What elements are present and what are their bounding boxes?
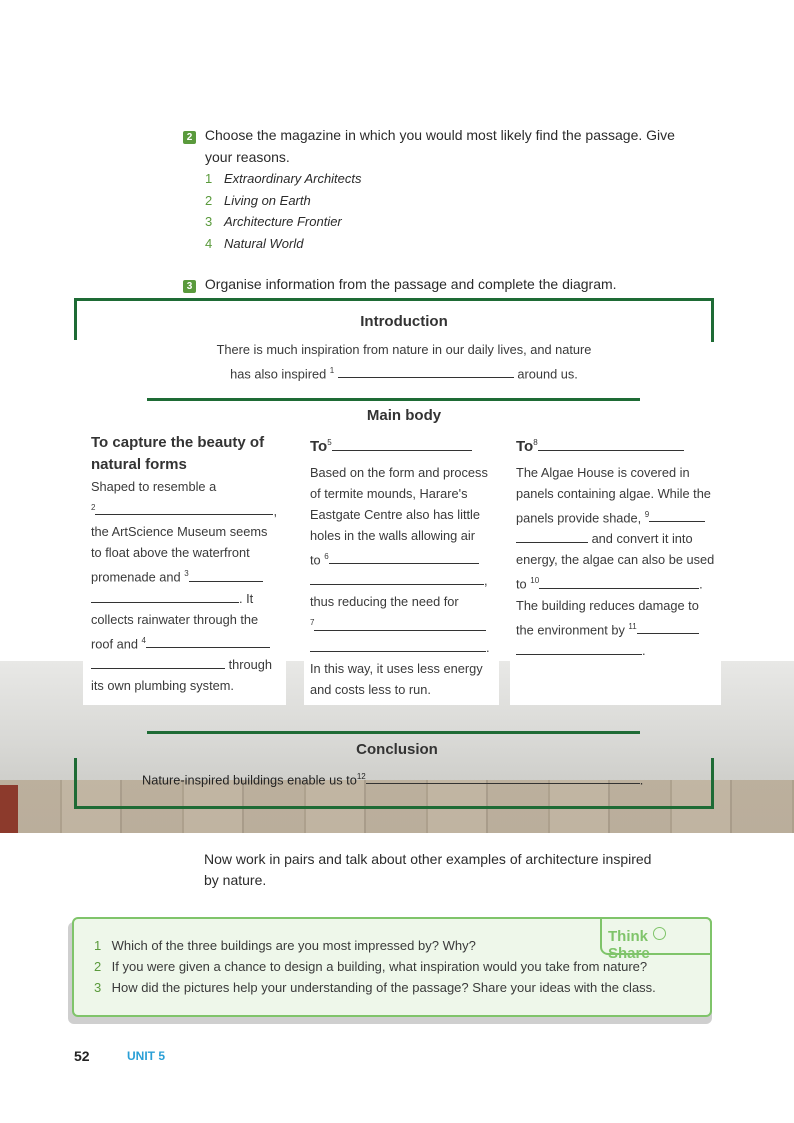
answer-blank-3[interactable] bbox=[189, 568, 263, 582]
answer-blank-6-cont[interactable] bbox=[310, 571, 484, 585]
answer-blank-12[interactable] bbox=[366, 770, 640, 784]
list-item: 2 If you were given a chance to design a building, what inspiration would you take from nature? bbox=[94, 959, 648, 974]
answer-blank-11-cont[interactable] bbox=[516, 641, 642, 655]
column-3-text: The Algae House is covered in panels containing algae. While the panels provide shade, $^9$ and convert it into energy, the algae can also be used to $^{10}$ . The building reduces damage to the environment by $^{11}$ . bbox=[516, 465, 715, 658]
answer-blank-3-cont[interactable] bbox=[91, 589, 239, 603]
column-1-heading: To capture the beauty of natural forms bbox=[91, 434, 265, 473]
column-2-text: Based on the form and process of termite mounds, Harare's Eastgate Centre also has little holes in the walls allowing air to $^6$ , thus reducing the need for $^7$ . In this way, it uses less energy and costs less to run. bbox=[310, 465, 490, 697]
answer-blank-4-cont[interactable] bbox=[91, 655, 225, 669]
frame-right-bottom bbox=[711, 758, 714, 809]
option-item: 4 Natural World bbox=[205, 235, 304, 251]
think-share-box bbox=[72, 917, 712, 1017]
option-list bbox=[205, 168, 723, 254]
main-body-column-2 bbox=[304, 428, 499, 705]
option-item: 3 Architecture Frontier bbox=[205, 214, 342, 229]
answer-blank-2[interactable] bbox=[95, 501, 273, 515]
answer-blank-6[interactable] bbox=[329, 550, 479, 564]
main-body-heading: Main body bbox=[366, 407, 442, 424]
answer-blank-9-cont[interactable] bbox=[516, 529, 588, 543]
frame-left-bottom bbox=[74, 758, 77, 809]
question-number-badge: 2 bbox=[183, 131, 196, 144]
question-3 bbox=[183, 273, 723, 295]
answer-blank-1[interactable] bbox=[338, 364, 514, 378]
question-2 bbox=[183, 124, 723, 254]
main-body-column-3 bbox=[510, 428, 721, 705]
answer-blank-5[interactable] bbox=[332, 437, 472, 451]
list-item: 1 Which of the three buildings are you most impressed by? Why? bbox=[94, 938, 476, 953]
divider-conclusion bbox=[147, 731, 640, 734]
answer-blank-4[interactable] bbox=[146, 634, 270, 648]
page-number: 52 bbox=[74, 1048, 90, 1064]
question-text-cont: your reasons. bbox=[205, 149, 290, 165]
answer-blank-8[interactable] bbox=[538, 437, 684, 451]
think-share-questions bbox=[94, 935, 656, 998]
answer-blank-11[interactable] bbox=[637, 620, 699, 634]
main-body-column-1 bbox=[83, 428, 286, 705]
question-number-badge: 3 bbox=[183, 280, 196, 293]
question-text: Organise information from the passage and complete the diagram. bbox=[204, 276, 617, 292]
frame-bottom bbox=[74, 806, 714, 809]
conclusion-heading: Conclusion bbox=[356, 741, 438, 758]
list-item: 3 How did the pictures help your understanding of the passage? Share your ideas with the class. bbox=[94, 980, 656, 995]
column-3-heading: To$^8$ bbox=[516, 432, 721, 458]
column-1-text: Shaped to resemble a $^2$ , the ArtScience Museum seems to float above the waterfront promenade and $^3$ . It collects rainwater through the roof and $^4$ through its own plumbing system. bbox=[91, 479, 278, 693]
option-item: 1 Extraordinary Architects bbox=[205, 171, 362, 186]
intro-text: There is much inspiration from nature in our daily lives, and nature has also inspired $^1$ around us. bbox=[216, 342, 592, 382]
divider-intro bbox=[147, 398, 640, 401]
intro-heading: Introduction bbox=[360, 313, 448, 330]
answer-blank-9[interactable] bbox=[649, 508, 705, 522]
conclusion-text: Nature-inspired buildings enable us $to^{12}$ . bbox=[142, 772, 644, 788]
column-2-heading: To$^5$ bbox=[310, 432, 499, 458]
option-item: 2 Living on Earth bbox=[205, 192, 311, 208]
answer-blank-7-cont[interactable] bbox=[310, 638, 486, 652]
think-share-label: Think Share bbox=[600, 917, 712, 955]
frame-top bbox=[74, 298, 714, 301]
unit-label: UNIT 5 bbox=[127, 1049, 166, 1063]
answer-blank-10[interactable] bbox=[539, 575, 699, 589]
pair-work-instruction: Now work in pairs and talk about other examples of architecture inspired by nature. bbox=[204, 851, 652, 888]
answer-blank-7[interactable] bbox=[314, 617, 486, 631]
question-text: Choose the magazine in which you would most likely find the passage. Give bbox=[204, 127, 675, 143]
background-photo-door bbox=[0, 785, 18, 833]
